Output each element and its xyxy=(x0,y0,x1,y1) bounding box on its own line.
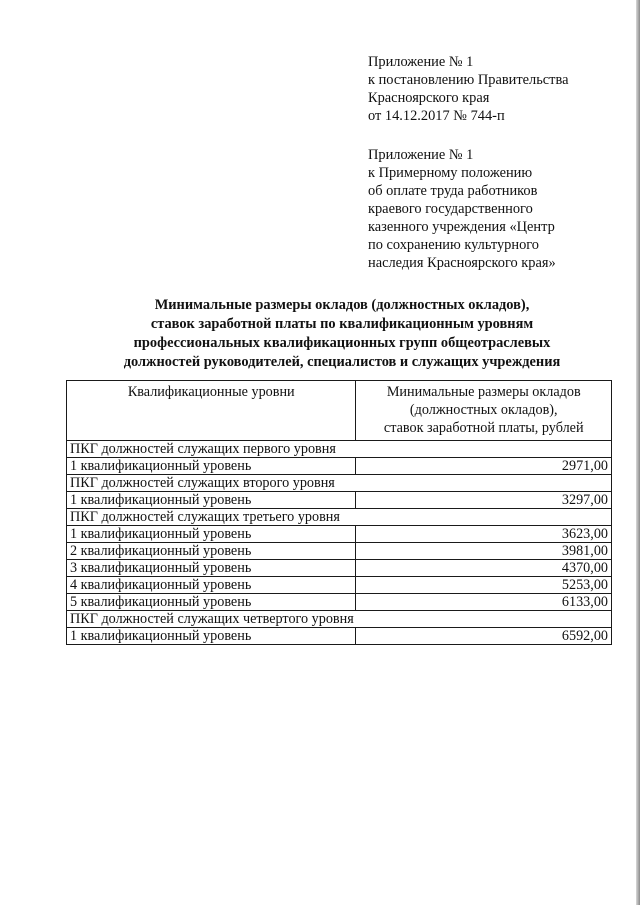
approval-line: Красноярского края xyxy=(368,90,490,106)
header-qualification-levels: Квалификационные уровни xyxy=(67,381,356,441)
table-row xyxy=(67,458,612,475)
amount-cell: 3981,00 xyxy=(356,543,612,560)
header-line: (должностных окладов), xyxy=(409,402,558,418)
table-row xyxy=(67,560,612,577)
amount-cell: 3297,00 xyxy=(356,492,612,509)
approval-line: краевого государственного xyxy=(368,201,533,217)
group-name: ПКГ должностей служащих первого уровня xyxy=(67,441,612,458)
table-header-row xyxy=(67,381,612,441)
header-line: ставок заработной платы, рублей xyxy=(383,420,584,436)
level-cell: 5 квалификационный уровень xyxy=(67,594,356,611)
table-row xyxy=(67,526,612,543)
approval-line: Приложение № 1 xyxy=(368,54,474,70)
approval-line: наследия Красноярского края» xyxy=(368,255,556,271)
amount-cell: 5253,00 xyxy=(356,577,612,594)
level-cell: 1 квалификационный уровень xyxy=(67,492,356,509)
table-row xyxy=(67,594,612,611)
group-row xyxy=(67,475,612,492)
group-name: ПКГ должностей служащих второго уровня xyxy=(67,475,612,492)
level-cell: 1 квалификационный уровень xyxy=(67,458,356,475)
approval-line: об оплате труда работников xyxy=(368,183,538,199)
level-cell: 3 квалификационный уровень xyxy=(67,560,356,577)
approval-block-resolution xyxy=(368,53,568,125)
approval-line: казенного учреждения «Центр xyxy=(368,219,555,235)
approval-line: Приложение № 1 xyxy=(368,147,474,163)
title-line: должностей руководителей, специалистов и служащих учреждения xyxy=(123,354,561,370)
group-name: ПКГ должностей служащих четвертого уровня xyxy=(67,611,612,628)
title-line: ставок заработной платы по квалификационным уровням xyxy=(150,316,534,332)
scan-page-edge xyxy=(636,0,640,905)
approval-block-regulation xyxy=(368,146,556,272)
table-row xyxy=(67,543,612,560)
approval-line: от 14.12.2017 № 744-п xyxy=(368,108,505,124)
group-row xyxy=(67,611,612,628)
header-minimum-salary xyxy=(356,381,612,441)
header-line: Минимальные размеры окладов xyxy=(386,384,581,400)
group-row xyxy=(67,509,612,526)
approval-line: к постановлению Правительства xyxy=(368,72,569,88)
group-name: ПКГ должностей служащих третьего уровня xyxy=(67,509,612,526)
title-line: профессиональных квалификационных групп общеотраслевых xyxy=(133,335,551,351)
level-cell: 1 квалификационный уровень xyxy=(67,526,356,543)
level-cell: 2 квалификационный уровень xyxy=(67,543,356,560)
amount-cell: 6592,00 xyxy=(356,628,612,645)
salary-table xyxy=(66,380,612,645)
amount-cell: 4370,00 xyxy=(356,560,612,577)
table-row xyxy=(67,628,612,645)
level-cell: 1 квалификационный уровень xyxy=(67,628,356,645)
table-row xyxy=(67,492,612,509)
approval-line: по сохранению культурного xyxy=(368,237,540,253)
title-line: Минимальные размеры окладов (должностных окладов), xyxy=(154,297,530,313)
group-row xyxy=(67,441,612,458)
approval-line: к Примерному положению xyxy=(368,165,533,181)
amount-cell: 6133,00 xyxy=(356,594,612,611)
level-cell: 4 квалификационный уровень xyxy=(67,577,356,594)
table-row xyxy=(67,577,612,594)
document-title xyxy=(66,296,618,372)
amount-cell: 2971,00 xyxy=(356,458,612,475)
amount-cell: 3623,00 xyxy=(356,526,612,543)
